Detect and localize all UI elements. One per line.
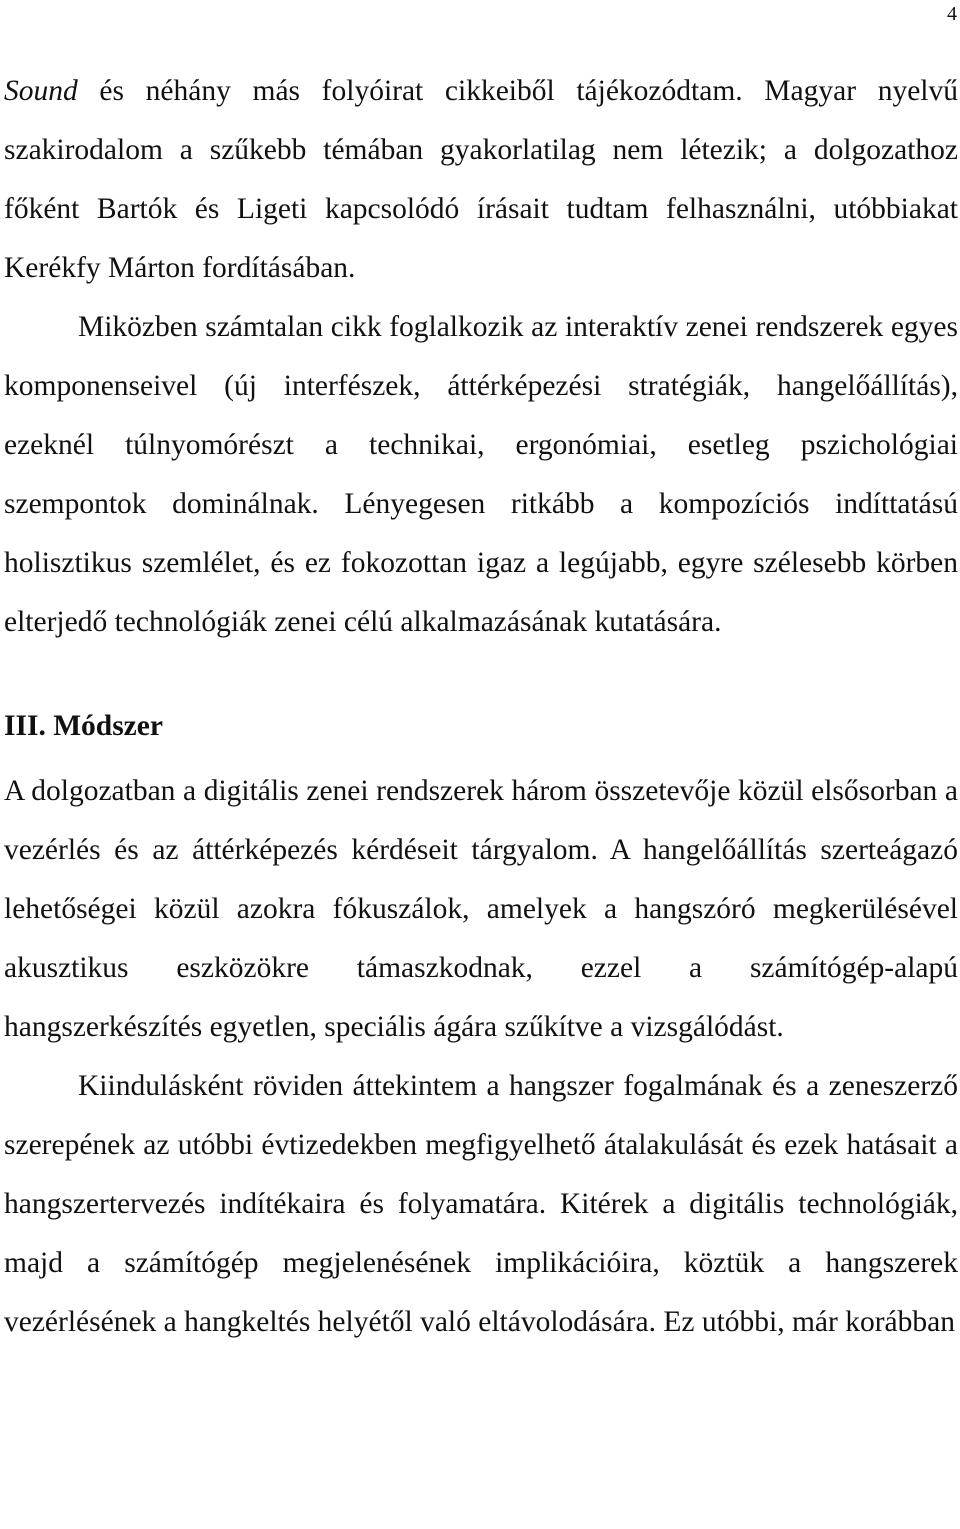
paragraph-1-text: és néhány más folyóirat cikkeiből tájékozódtam. Magyar nyelvű szakirodalom a szűkebb témában gyakorlatilag nem létezik; a dolgozathoz főként Bartók és Ligeti kapcsolódó írásait tudtam felhasználni, utóbbiakat Kerékfy Márton fordításában. — [4, 75, 958, 284]
document-body — [4, 62, 958, 1352]
paragraph-2: Miközben számtalan cikk foglalkozik az interaktív zenei rendszerek egyes komponenseivel (új interfészek, áttérképezési stratégiák, hangelőállítás), ezeknél túlnyomórészt a technikai, ergonómiai, esetleg pszichológiai szempontok dominálnak. Lényegesen ritkább a kompozíciós indíttatású holisztikus szemlélet, és ez fokozottan igaz a legújabb, egyre szélesebb körben elterjedő technológiák zenei célú alkalmazásának kutatására. — [4, 311, 958, 638]
paragraph-4: Kiindulásként röviden áttekintem a hangszer fogalmának és a zeneszerző szerepének az utóbbi évtizedekben megfigyelhető átalakulását és ezek hatásait a hangszertervezés indítékaira és folyamatára. Kitérek a digitális technológiák, majd a számítógép megjelenésének implikációira, köztük a hangszerek vezérlésének a hangkeltés helyétől való eltávolodására. Ez utóbbi, már korábban — [4, 1070, 958, 1338]
journal-title-italic: Sound — [4, 75, 78, 107]
page-number: 4 — [947, 3, 957, 25]
paragraph-3: A dolgozatban a digitális zenei rendszerek három összetevője közül elsősorban a vezérlés és az áttérképezés kérdéseit tárgyalom. A hangelőállítás szerteágazó lehetőségei közül azokra fókuszálok, amelyek a hangszóró megkerülésével akusztikus eszközökre támaszkodnak, ezzel a számítógép-alapú hangszerkészítés egyetlen, speciális ágára szűkítve a vizsgálódást. — [4, 775, 958, 1043]
section-heading: III. Módszer — [4, 710, 163, 742]
paragraph-1 — [4, 62, 958, 298]
